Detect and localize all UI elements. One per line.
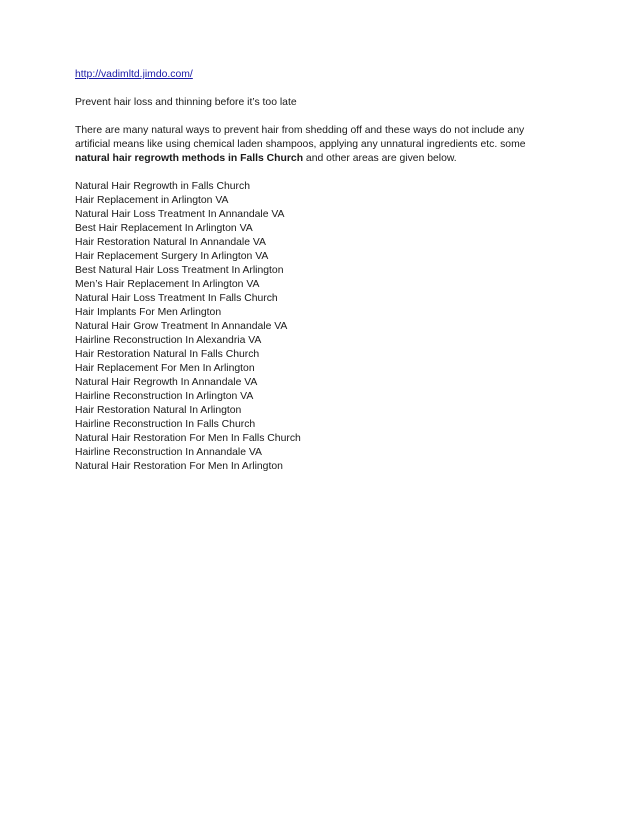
service-list bbox=[75, 180, 555, 474]
website-link[interactable]: http://vadimltd.jimdo.com/ bbox=[75, 69, 193, 80]
list-item: Hair Restoration Natural In Arlington bbox=[75, 405, 242, 416]
intro-bold-phrase: natural hair regrowth methods in Falls Church bbox=[75, 153, 304, 164]
list-item: Hair Replacement Surgery In Arlington VA bbox=[75, 251, 269, 262]
document-page bbox=[75, 68, 555, 484]
document-heading: Prevent hair loss and thinning before it’s too late bbox=[75, 97, 297, 108]
list-item: Best Natural Hair Loss Treatment In Arlington bbox=[75, 265, 284, 276]
list-item: Natural Hair Loss Treatment In Falls Church bbox=[75, 293, 278, 304]
intro-paragraph bbox=[75, 124, 555, 166]
intro-text-end: and other areas are given below. bbox=[303, 153, 457, 164]
list-item: Hairline Reconstruction In Annandale VA bbox=[75, 447, 262, 458]
list-item: Natural Hair Loss Treatment In Annandale VA bbox=[75, 209, 285, 220]
list-item: Hair Replacement For Men In Arlington bbox=[75, 363, 255, 374]
list-item: Natural Hair Grow Treatment In Annandale VA bbox=[75, 321, 288, 332]
list-item: Hairline Reconstruction In Arlington VA bbox=[75, 391, 254, 402]
list-item: Men’s Hair Replacement In Arlington VA bbox=[75, 279, 260, 290]
list-item: Hair Replacement in Arlington VA bbox=[75, 195, 229, 206]
list-item: Hair Implants For Men Arlington bbox=[75, 307, 222, 318]
list-item: Hairline Reconstruction In Falls Church bbox=[75, 419, 256, 430]
list-item: Hair Restoration Natural In Falls Church bbox=[75, 349, 260, 360]
list-item: Hairline Reconstruction In Alexandria VA bbox=[75, 335, 262, 346]
list-item: Natural Hair Restoration For Men In Arlington bbox=[75, 461, 283, 472]
list-item: Natural Hair Regrowth In Annandale VA bbox=[75, 377, 258, 388]
list-item: Natural Hair Regrowth in Falls Church bbox=[75, 181, 250, 192]
list-item: Hair Restoration Natural In Annandale VA bbox=[75, 237, 266, 248]
list-item: Natural Hair Restoration For Men In Falls Church bbox=[75, 433, 301, 444]
intro-text-start: There are many natural ways to prevent hair from shedding off and these ways do not include any artificial means like using chemical laden shampoos, applying any unnatural ingredients etc. some bbox=[75, 125, 526, 150]
list-item: Best Hair Replacement In Arlington VA bbox=[75, 223, 253, 234]
